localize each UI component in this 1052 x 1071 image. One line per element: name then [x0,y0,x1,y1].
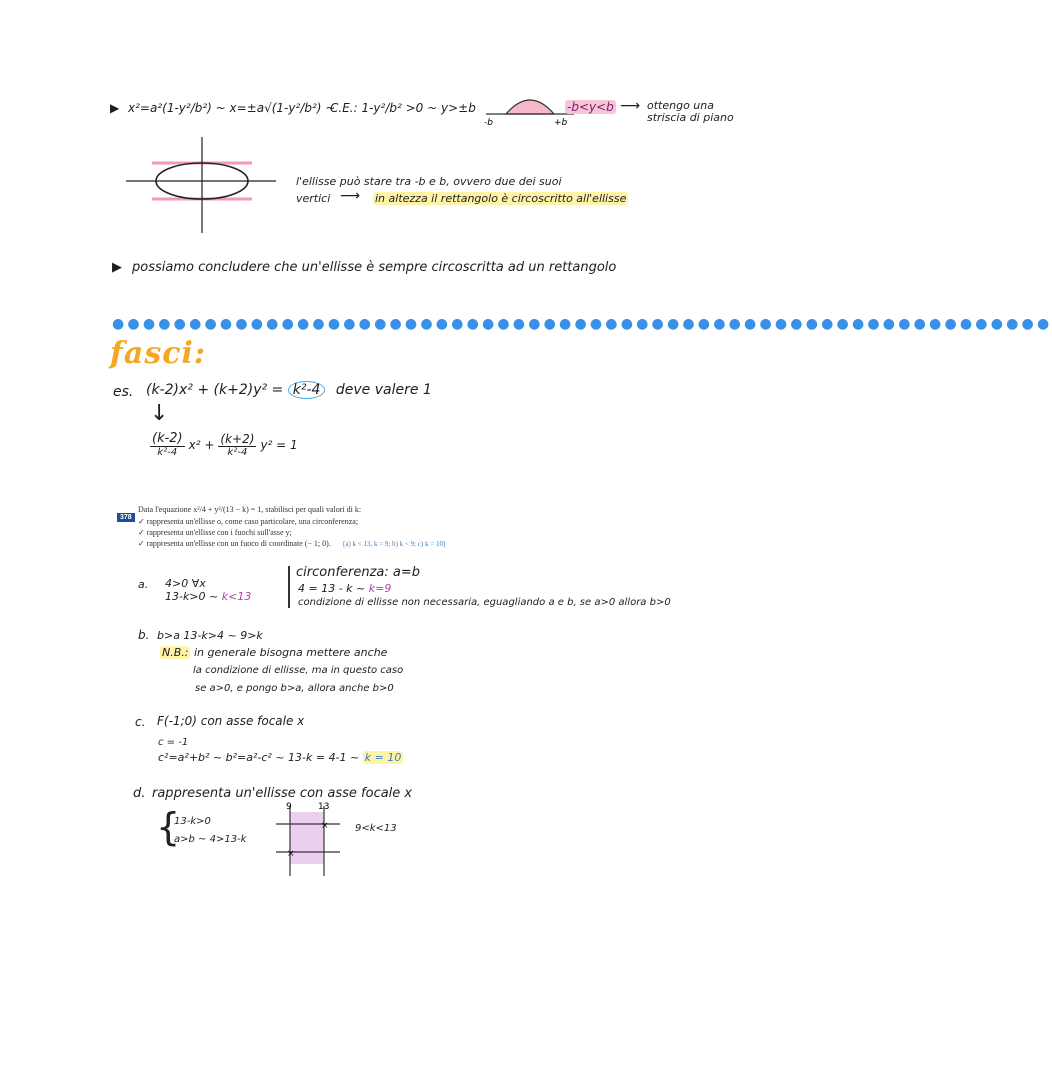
system-eq2: a>b ~ 4>13-k [174,834,247,845]
ellipse-note-line2-b: in altezza il rettangolo è circoscritto all'ellisse [375,192,627,205]
arrow-down-icon: ↓ [150,401,169,426]
tick-13: 13 [318,802,330,812]
part-d-label: d. [133,786,146,801]
part-d-text: rappresenta un'ellisse con asse focale x [152,786,413,801]
part-a-result: k<13 [221,590,252,603]
circ-title: circonferenza: a=b [296,565,421,580]
part-a-divider [288,566,290,608]
example-eq-right: deve valere 1 [335,382,432,398]
ellipse-note-line1: l'ellisse può stare tra -b e b, ovvero due dei suoi [296,175,562,188]
circ-result: k=9 [368,582,392,595]
arrow-right-icon-2: ⟶ [340,188,361,204]
frac-tail: y² = 1 [260,437,298,452]
circled-k-squared: k²-4 [288,381,326,399]
nb-line1: in generale bisogna mettere anche [193,646,388,659]
nb-line2: la condizione di ellisse, ma in questo caso [193,665,404,676]
part-c-line1: F(-1;0) con asse focale x [157,714,305,728]
example-eq-left: (k-2)x² + (k+2)y² = [146,382,284,398]
cross-mark-1: × [321,821,329,831]
interval-diagram [274,800,344,878]
part-c-line3-text: c²=a²+b² ~ b²=a²-c² ~ 13-k = 4-1 ~ [158,751,360,764]
exercise-badge-wrap [117,504,135,523]
neg-b-label: -b [484,118,493,128]
strip-result [647,100,742,124]
part-c-line2: c = -1 [158,737,189,748]
frac1-numerator: (k-2) [152,431,183,446]
cross-mark-2: × [287,849,295,859]
exercise-item-1: ✓ rappresenta un'ellisse o, come caso particolare, una circonferenza; [138,517,359,526]
existence-condition: C.E.: 1-y²/b² >0 ~ y>±b [330,101,476,115]
bullet-triangle-2: ▶ [112,260,122,275]
ellipse-sketch [126,137,276,233]
frac2-numerator: (k+2) [220,431,255,446]
part-b-line1: b>a 13-k>4 ~ 9>k [157,629,263,642]
part-c-result: k = 10 [364,751,402,764]
exercise-prompt: Data l'equazione x²/4 + y²/(13 − k) = 1, stabilisci per quali valori di k: [138,505,362,514]
ellipse-note-line2-a: vertici [296,192,331,205]
circ-eq-text: 4 = 13 - k ~ [298,582,366,595]
part-c-line3 [158,751,403,764]
circ-eq [298,582,391,595]
exercise-item-2: ✓ rappresenta un'ellisse con i fuochi sull'asse y; [138,528,292,537]
part-a-line1: 4>0 ∀x [165,577,206,590]
nb-label: N.B.: [162,646,189,659]
part-d-result: 9<k<13 [355,823,397,834]
circ-note: condizione di ellisse non necessaria, eguagliando a e b, se a>0 allora b>0 [298,597,671,608]
frac2-denominator: k²-4 [227,446,248,458]
equation-x-squared: x²=a²(1-y²/b²) ~ x=±a√(1-y²/b²) ~ [128,101,336,115]
conclusion-text: possiamo concludere che un'ellisse è sempre circoscritta ad un rettangolo [132,260,617,275]
strip-result-text: ottengo una striscia di piano [647,99,734,124]
exercise-item-3: ✓ rappresenta un'ellisse con un fuoco di coordinate (− 1; 0). [138,539,331,548]
frac-mid: x² + [188,437,215,452]
part-a-line2 [165,590,251,603]
example-label: es. [113,384,134,400]
frac1-denominator: k²-4 [157,447,178,458]
interval-highlight: -b<y<b [567,100,614,114]
parabola-sketch [482,92,578,128]
dotted-separator: ●●●●●●●●●●●●●●●●●●●●●●●●●●●●●●●●●●●●●●●●●●●●●●●●●●●●●●●●●●●●● [112,316,1052,332]
part-a-label: a. [138,578,149,591]
system-brace: { [156,805,181,849]
example-equation [146,382,432,398]
part-a-line2-text: 13-k>0 ~ [165,590,219,603]
tick-9: 9 [286,802,292,812]
section-title: fasci: [110,336,206,371]
exercise-number: 378 [117,513,135,522]
pos-b-label: +b [554,118,568,128]
bullet-triangle-1: ▶ [110,101,120,115]
nb-line3: se a>0, e pongo b>a, allora anche b>0 [195,683,394,694]
system-eq1: 13-k>0 [174,816,211,827]
part-b-nb [160,646,387,659]
part-b-label: b. [138,628,150,642]
fraction-equation [150,431,298,458]
part-c-label: c. [135,715,146,729]
exercise-answers: [a) k < 13, k = 9; b) k < 9; c) k = 10] [343,540,446,548]
arrow-right-icon: ⟶ [620,98,641,114]
